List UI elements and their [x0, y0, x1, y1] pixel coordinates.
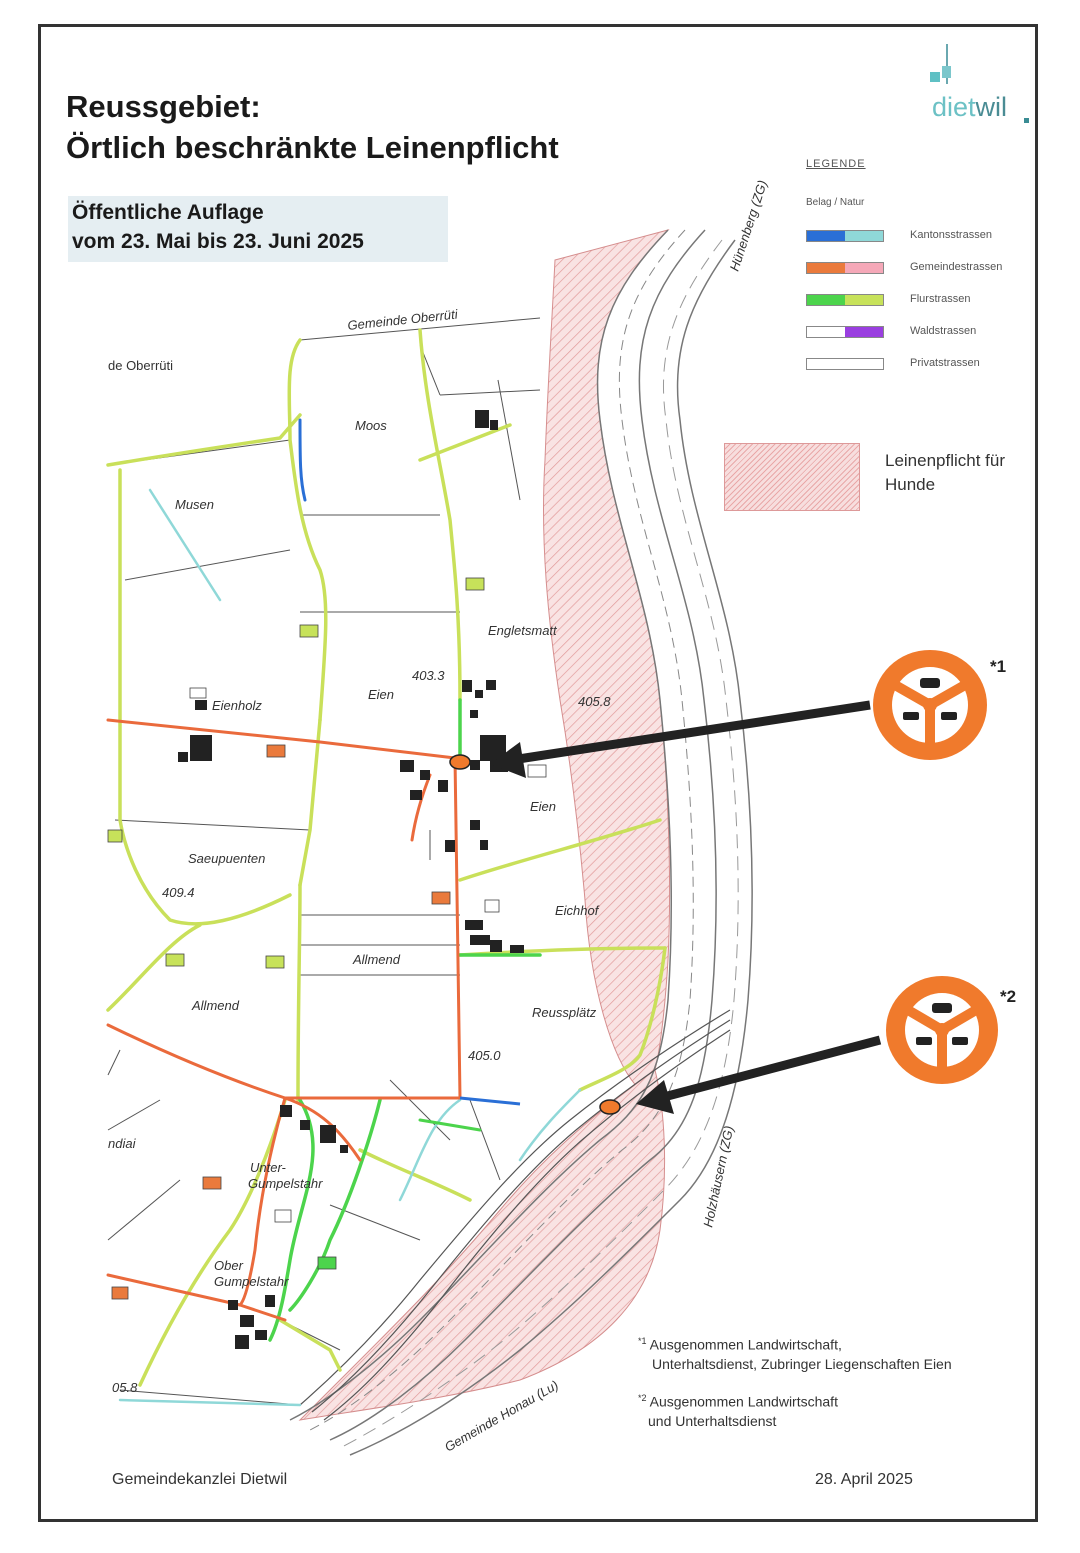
- footnote-1-line-2: Unterhaltsdienst, Zubringer Liegenschaften Eien: [652, 1355, 952, 1372]
- notice-line-1: Öffentliche Auflage: [72, 201, 264, 224]
- label-huenenberg: Hünenberg (ZG): [726, 178, 771, 273]
- notice-line-2: vom 23. Mai bis 23. Juni 2025: [72, 230, 364, 253]
- legend-row-flurstrassen: [806, 294, 1036, 308]
- label-unter-gumpelstahr-1: Unter-: [250, 1160, 286, 1175]
- label-height-4058: 405.8: [578, 694, 611, 709]
- label-ober-gumpelstahr-1: Ober: [214, 1258, 243, 1273]
- legend-label: Privatstrassen: [910, 357, 980, 369]
- label-eienholz: Eienholz: [212, 698, 262, 713]
- legend-swatch: [806, 230, 884, 242]
- footnote-2-line-2: und Unterhaltsdienst: [648, 1412, 777, 1429]
- footer-municipality: Gemeindekanzlei Dietwil: [112, 1471, 288, 1488]
- footer-date: 28. April 2025: [815, 1471, 913, 1488]
- label-saeupuenten: Saeupuenten: [188, 851, 266, 866]
- public-notice-box: [68, 196, 448, 262]
- leash-legend-swatch: [724, 443, 860, 511]
- footnote-1-line-1: Ausgenommen Landwirtschaft,: [649, 1336, 842, 1353]
- label-allmend-1: Allmend: [353, 952, 400, 967]
- cantonal-road: [460, 1098, 520, 1104]
- municipal-roads: [108, 720, 460, 1320]
- footnote-2-marker: *2: [638, 1393, 647, 1403]
- legend-title: LEGENDE: [806, 158, 866, 170]
- legend-label: Waldstrassen: [910, 325, 977, 337]
- legend-label: Gemeindestrassen: [910, 261, 1003, 273]
- legend-label: Kantonsstrassen: [910, 229, 992, 241]
- legend-label: Flurstrassen: [910, 293, 971, 305]
- footnote-2: [638, 1389, 1028, 1431]
- label-height-4050: 405.0: [468, 1048, 501, 1063]
- logo-text-a: diet: [932, 92, 976, 122]
- label-musen: Musen: [175, 497, 215, 512]
- no-vehicles-sign-1: [873, 650, 987, 760]
- arrow-2: [636, 1040, 880, 1114]
- label-engletsmatt: Engletsmatt: [488, 623, 557, 638]
- footnote-2-line-1: Ausgenommen Landwirtschaft: [649, 1393, 838, 1410]
- leash-zone-south: [300, 1070, 665, 1420]
- label-oberruti-left: de Oberrüti: [108, 358, 174, 373]
- label-holzhaeusern: Holzhäusern (ZG): [700, 1124, 737, 1229]
- label-moos: Moos: [355, 418, 387, 433]
- label-eien-2: Eien: [530, 799, 557, 814]
- legend-row-privatstrassen: [806, 358, 1036, 372]
- logo-wordmark: [932, 92, 1007, 123]
- label-eichhof: Eichhof: [555, 903, 599, 918]
- buildings: [178, 410, 524, 1349]
- logo-text-b: wil: [975, 92, 1008, 122]
- label-height-4094: 409.4: [162, 885, 195, 900]
- leash-legend-label: [885, 449, 1035, 497]
- no-motor-vehicles-icon: [873, 650, 987, 760]
- sign-1-marker: *1: [990, 657, 1007, 676]
- legend-swatch: [806, 294, 884, 306]
- no-vehicles-sign-2: [886, 976, 998, 1084]
- marker-eien: [450, 755, 470, 769]
- label-boundary-oberruti: Gemeinde Oberrüti: [346, 306, 459, 333]
- marker-reuss: [600, 1100, 620, 1114]
- title-line-1: Reussgebiet:: [66, 89, 261, 124]
- label-unter-gumpelstahr-2: Gumpelstahr: [248, 1176, 323, 1191]
- title-line-2: Örtlich beschränkte Leinenpflicht: [66, 130, 559, 165]
- legend-row-gemeindestrassen: [806, 262, 1036, 276]
- leash-legend-line-2: Hunde: [885, 475, 936, 494]
- label-left-cut: ndiai: [108, 1136, 136, 1151]
- label-ober-gumpelstahr-2: Gumpelstahr: [214, 1274, 289, 1289]
- legend-swatch: [806, 326, 884, 338]
- sign-2-marker: *2: [1000, 987, 1017, 1006]
- label-honau: Gemeinde Honau (Lu): [442, 1377, 561, 1455]
- legend-subtitle: Belag / Natur: [806, 197, 865, 208]
- legend-row-kantonsstrassen: [806, 230, 1036, 244]
- page-title: [66, 86, 559, 168]
- leash-legend-line-1: Leinenpflicht für: [885, 451, 1006, 470]
- label-allmend-2: Allmend: [192, 998, 239, 1013]
- no-motor-vehicles-icon: [886, 976, 998, 1084]
- legend-row-waldstrassen: [806, 326, 1036, 340]
- label-height-058: 05.8: [112, 1380, 138, 1395]
- label-height-4033: 403.3: [412, 668, 445, 683]
- footnote-1: [638, 1332, 1038, 1374]
- label-reussplaetz: Reussplätz: [532, 1005, 597, 1020]
- legend-swatch: [806, 262, 884, 274]
- leash-zone-north: [543, 230, 669, 1090]
- label-eien-1: Eien: [368, 687, 395, 702]
- legend-swatch: [806, 358, 884, 370]
- arrow-1: [490, 705, 870, 778]
- footnote-1-marker: *1: [638, 1336, 647, 1346]
